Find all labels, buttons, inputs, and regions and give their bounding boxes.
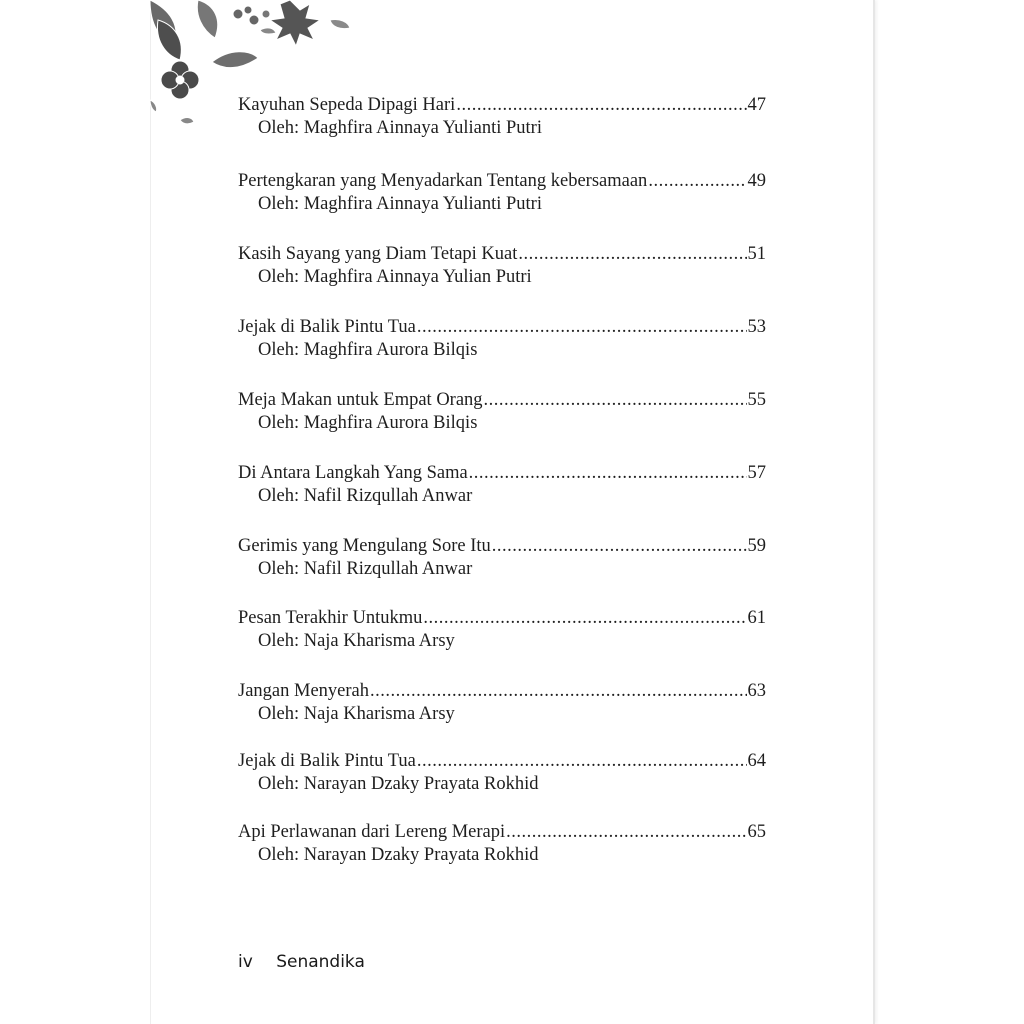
toc-entry-title: Gerimis yang Mengulang Sore Itu (238, 536, 491, 556)
toc-entry-author: Oleh: Nafil Rizqullah Anwar (258, 559, 473, 579)
toc-entry-page: 49 (747, 171, 766, 191)
toc-entry-page: 63 (747, 681, 766, 701)
toc-entry-title: Meja Makan untuk Empat Orang (238, 390, 483, 410)
dot-leader (506, 821, 746, 844)
page-footer (238, 952, 365, 972)
toc-entry[interactable] (238, 680, 766, 726)
toc-entry-title: Api Perlawanan dari Lereng Merapi (238, 822, 506, 842)
toc-entry-page: 53 (747, 317, 766, 337)
toc-entry-title: Kayuhan Sepeda Dipagi Hari (238, 95, 456, 115)
toc-entry-page: 51 (747, 244, 766, 264)
toc-entry-title: Jejak di Balik Pintu Tua (238, 317, 416, 337)
toc-entry[interactable] (238, 316, 766, 362)
dot-leader (417, 750, 747, 773)
book-page (150, 0, 875, 1024)
dot-leader (518, 243, 746, 266)
toc-entry-page: 59 (747, 536, 766, 556)
dot-leader (423, 607, 746, 630)
toc-entry-author: Oleh: Maghfira Aurora Bilqis (258, 413, 478, 433)
dot-leader (492, 535, 747, 558)
toc-entry[interactable] (238, 821, 766, 867)
toc-entry[interactable] (238, 607, 766, 653)
toc-entry[interactable] (238, 462, 766, 508)
toc-entry-page: 47 (747, 95, 766, 115)
toc-entry-author: Oleh: Maghfira Ainnaya Yulian Putri (258, 267, 532, 287)
toc-entry-page: 61 (747, 608, 766, 628)
toc-entry-author: Oleh: Narayan Dzaky Prayata Rokhid (258, 774, 539, 794)
toc-entry[interactable] (238, 243, 766, 289)
toc-entry-page: 64 (747, 751, 766, 771)
toc-entry-author: Oleh: Maghfira Aurora Bilqis (258, 340, 478, 360)
toc-entry-author: Oleh: Maghfira Ainnaya Yulianti Putri (258, 194, 542, 214)
toc-entry[interactable] (238, 535, 766, 581)
toc-entry-title: Jejak di Balik Pintu Tua (238, 751, 416, 771)
toc-entry-page: 65 (747, 822, 766, 842)
toc-entry-title: Pertengkaran yang Menyadarkan Tentang kebersamaan (238, 171, 648, 191)
dot-leader (484, 389, 747, 412)
dot-leader (456, 94, 746, 117)
toc-entry[interactable] (238, 750, 766, 796)
toc-entry-title: Jangan Menyerah (238, 681, 369, 701)
toc-entry-page: 57 (747, 463, 766, 483)
dot-leader (648, 170, 746, 193)
toc-entry-author: Oleh: Naja Kharisma Arsy (258, 631, 455, 651)
toc-entry-page: 55 (747, 390, 766, 410)
toc-entry-author: Oleh: Narayan Dzaky Prayata Rokhid (258, 845, 539, 865)
toc-entry[interactable] (238, 94, 766, 140)
toc-entry-title: Pesan Terakhir Untukmu (238, 608, 423, 628)
dot-leader (417, 316, 747, 339)
toc-entry-title: Kasih Sayang yang Diam Tetapi Kuat (238, 244, 518, 264)
footer-book-title: Senandika (276, 952, 365, 972)
dot-leader (370, 680, 747, 703)
dot-leader (469, 462, 747, 485)
footer-page-number: iv (238, 952, 253, 972)
toc-entry[interactable] (238, 170, 766, 216)
toc-entry-author: Oleh: Naja Kharisma Arsy (258, 704, 455, 724)
toc-entry-author: Oleh: Nafil Rizqullah Anwar (258, 486, 473, 506)
toc-entry-author: Oleh: Maghfira Ainnaya Yulianti Putri (258, 118, 542, 138)
toc-entry[interactable] (238, 389, 766, 435)
toc-entry-title: Di Antara Langkah Yang Sama (238, 463, 468, 483)
